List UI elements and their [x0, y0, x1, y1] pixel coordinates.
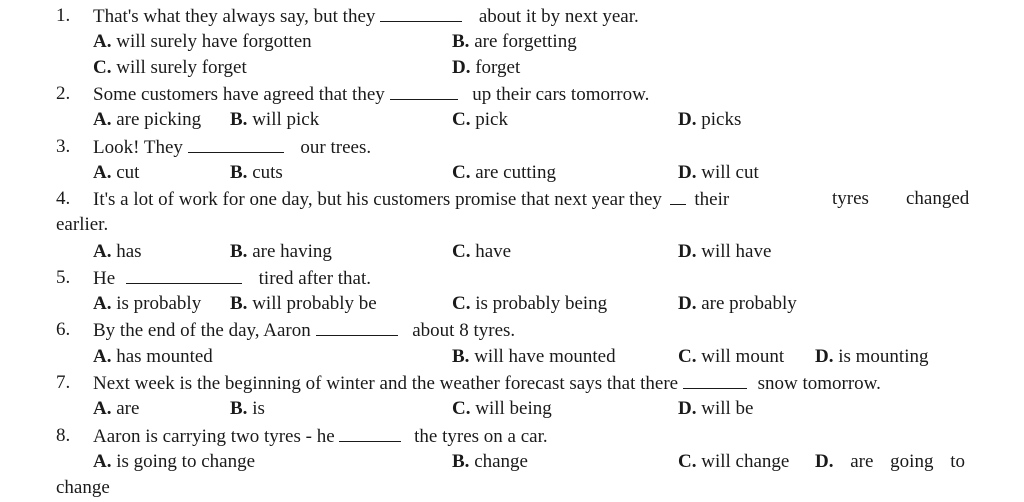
answer-blank — [316, 320, 398, 336]
stem-continuation: earlier. — [56, 214, 109, 235]
stem-before: He — [93, 268, 116, 289]
option-d: D. are probably — [678, 293, 797, 314]
stem-before: It's a lot of work for one day, but his customers promise that next year they — [93, 189, 662, 210]
stem-after-word: their — [694, 189, 730, 210]
question-number: 4. — [56, 188, 71, 209]
stem-after: the tyres on a car. — [414, 426, 548, 447]
stem-after: tired after that. — [258, 268, 372, 289]
option-a: A. is going to change — [93, 451, 256, 472]
answer-blank — [380, 6, 462, 22]
question-stem — [93, 373, 881, 393]
question-stem — [93, 189, 729, 209]
question-stem — [93, 268, 371, 288]
answer-blank — [670, 189, 686, 205]
option-a: A. will surely have forgotten — [93, 31, 312, 52]
stem-before: By the end of the day, Aaron — [93, 320, 311, 341]
option-b: B. cuts — [230, 162, 283, 183]
option-c: C. will change — [678, 451, 790, 472]
option-c: C. are cutting — [452, 162, 556, 183]
stem-before: Aaron is carrying two tyres - he — [93, 426, 335, 447]
option-c: C. will mount — [678, 346, 785, 367]
option-a: A. has mounted — [93, 346, 213, 367]
stem-after-word: changed — [906, 188, 970, 209]
option-a: A. are — [93, 398, 140, 419]
option-b: B. will pick — [230, 109, 320, 130]
option-c: C. is probably being — [452, 293, 608, 314]
answer-blank — [683, 373, 747, 389]
question-stem — [93, 137, 371, 157]
option-a: A. is probably — [93, 293, 202, 314]
question-number: 2. — [56, 83, 71, 104]
answer-blank — [188, 137, 284, 153]
option-b: B. will probably be — [230, 293, 377, 314]
answer-blank — [390, 84, 458, 100]
question-number: 1. — [56, 5, 71, 26]
stem-before: Next week is the beginning of winter and the weather forecast says that there — [93, 373, 679, 394]
question-number: 7. — [56, 372, 71, 393]
question-stem — [93, 426, 548, 446]
option-d: D. will be — [678, 398, 754, 419]
option-b: B. will have mounted — [452, 346, 616, 367]
option-d-continuation: change — [56, 477, 110, 498]
option-d: D. is mounting — [815, 346, 929, 367]
stem-before: Some customers have agreed that they — [93, 84, 385, 105]
option-c: C. will surely forget — [93, 57, 247, 78]
option-b: B. are having — [230, 241, 332, 262]
option-d: D. picks — [678, 109, 742, 130]
option-d: D. will cut — [678, 162, 759, 183]
stem-after: about it by next year. — [478, 6, 639, 27]
question-stem — [93, 84, 649, 104]
option-c: C. pick — [452, 109, 508, 130]
option-b: B. change — [452, 451, 528, 472]
stem-after: about 8 tyres. — [412, 320, 516, 341]
stem-before: That's what they always say, but they — [93, 6, 376, 27]
stem-after: our trees. — [300, 137, 372, 158]
answer-blank — [126, 268, 242, 284]
question-stem — [93, 6, 639, 26]
option-c: C. have — [452, 241, 512, 262]
question-number: 5. — [56, 267, 71, 288]
question-number: 6. — [56, 319, 71, 340]
stem-after: up their cars tomorrow. — [472, 84, 650, 105]
option-b: B. is — [230, 398, 265, 419]
stem-after: snow tomorrow. — [757, 373, 881, 394]
option-a: A. cut — [93, 162, 140, 183]
option-b: B. are forgetting — [452, 31, 577, 52]
question-number: 8. — [56, 425, 71, 446]
option-d: D. will have — [678, 241, 772, 262]
answer-blank — [339, 426, 401, 442]
option-d: D. forget — [452, 57, 521, 78]
stem-before: Look! They — [93, 137, 183, 158]
option-a: A. has — [93, 241, 142, 262]
option-d: D. are going to — [815, 451, 965, 472]
option-a: A. are picking — [93, 109, 202, 130]
question-number: 3. — [56, 136, 71, 157]
stem-after-word: tyres — [832, 188, 869, 209]
question-stem — [93, 320, 515, 340]
option-c: C. will being — [452, 398, 552, 419]
